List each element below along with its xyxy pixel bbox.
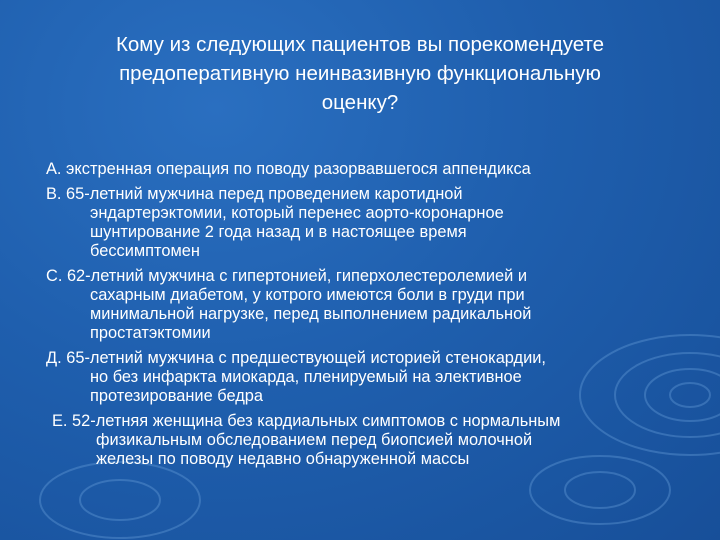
option-line: Д. 65-летний мужчина с предшествующей историей стенокардии, <box>46 349 546 367</box>
answer-options <box>46 160 696 475</box>
option-line: протезирование бедра <box>90 387 263 405</box>
title-line: предоперативную неинвазивную функциональную <box>119 62 601 85</box>
option-line: A. экстренная операция по поводу разорвавшегося аппендикса <box>46 160 531 178</box>
option-line: E. 52-летняя женщина без кардиальных симптомов с нормальным <box>52 412 561 430</box>
option-c <box>46 267 696 343</box>
option-b <box>46 185 696 261</box>
option-e <box>52 412 696 469</box>
option-line: минимальной нагрузке, перед выполнением радикальной <box>90 305 532 323</box>
option-line: физикальным обследованием перед биопсией молочной <box>96 431 533 449</box>
option-line: железы по поводу недавно обнаруженной массы <box>96 450 470 468</box>
title-line: оценку? <box>321 91 399 114</box>
option-line: но без инфаркта миокарда, пленируемый на элективное <box>90 368 522 386</box>
option-a <box>46 160 696 179</box>
title-line: Кому из следующих пациентов вы порекомендуете <box>115 33 605 56</box>
option-line: сахарным диабетом, у котрого имеются боли в груди при <box>90 286 525 304</box>
option-line: B. 65-летний мужчина перед проведением каротидной <box>46 185 463 203</box>
option-line: простатэктомии <box>90 324 211 342</box>
option-line: шунтирование 2 года назад и в настоящее время <box>90 223 467 241</box>
option-line: бессимптомен <box>90 242 200 260</box>
option-d <box>46 349 696 406</box>
option-line: C. 62-летний мужчина с гипертонией, гиперхолестеролемией и <box>46 267 527 285</box>
option-line: эндартерэктомии, который перенес аорто-коронарное <box>90 204 504 222</box>
slide-title <box>40 30 680 117</box>
